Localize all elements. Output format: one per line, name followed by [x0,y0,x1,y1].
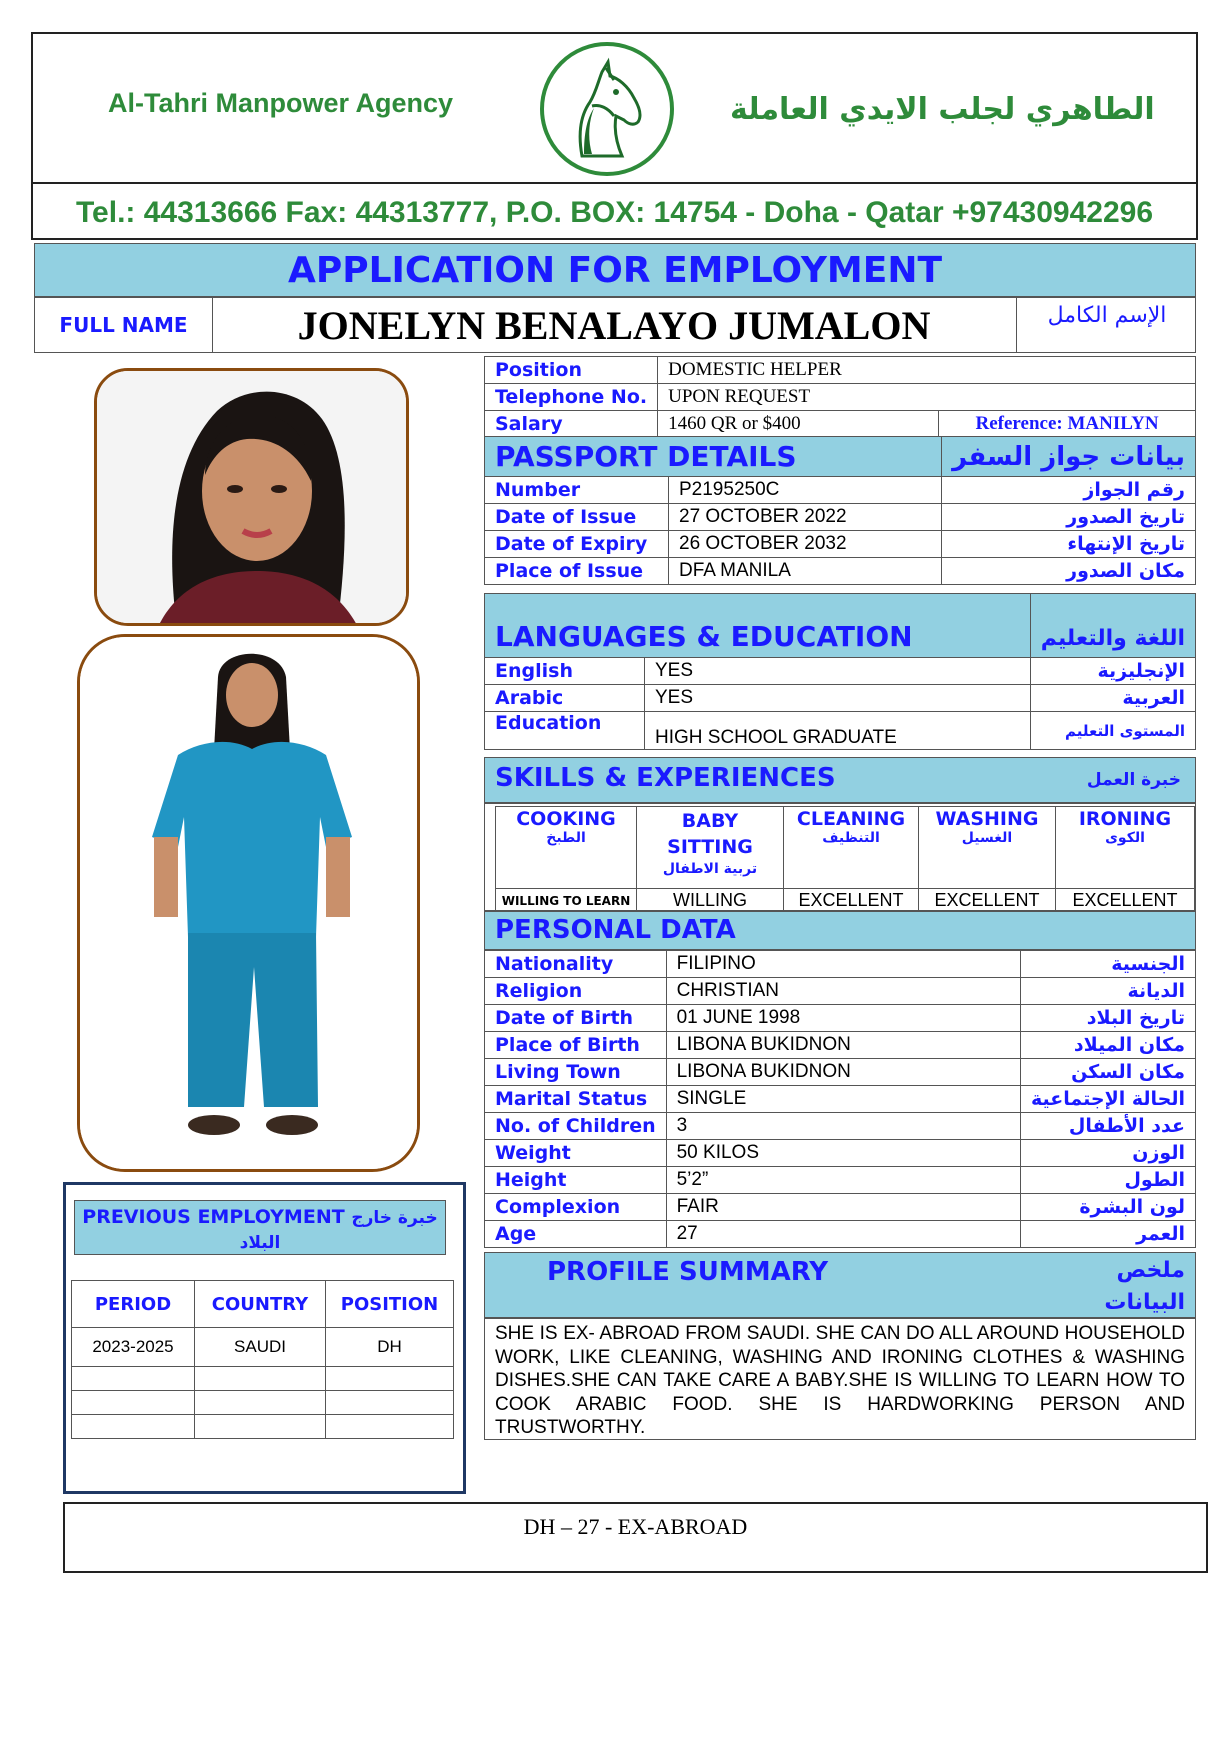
arabic-label-ar: العربية [1030,685,1195,712]
empty-cell [326,1367,454,1391]
profile-heading-ar: ملخص البيانات [1104,1258,1185,1315]
personal-label-ar: مكان السكن [1021,1059,1196,1086]
date-of-expiry-label-ar: تاريخ الإنتهاء [942,531,1196,558]
skills-table [495,806,1195,913]
personal-value: 01 JUNE 1998 [666,1005,1020,1032]
personal-label-ar: مكان الميلاد [1021,1032,1196,1059]
english-label-ar: الإنجليزية [1030,658,1195,685]
skill-washing-value: EXCELLENT [919,889,1056,913]
telephone-value: UPON REQUEST [658,384,1196,411]
previous-employment-heading: PREVIOUS EMPLOYMENT [82,1206,345,1228]
skills-box [484,803,1196,911]
prev-position: DH [326,1328,454,1367]
empty-cell [195,1415,326,1439]
personal-value: 3 [666,1113,1020,1140]
place-of-issue-label-ar: مكان الصدور [942,558,1196,585]
passport-heading: PASSPORT DETAILS [485,437,942,477]
reference: Reference: MANILYN [939,411,1196,438]
passport-heading-ar: بيانات جواز السفر [942,437,1196,477]
empty-cell [326,1415,454,1439]
personal-label-ar: الديانة [1021,978,1196,1005]
personal-heading: PERSONAL DATA [495,915,736,945]
position-value: DOMESTIC HELPER [658,357,1196,384]
languages-table [484,593,1196,750]
passport-number-label: Number [485,477,669,504]
full-name-label: FULL NAME [35,298,213,352]
education-label-ar: المستوى التعليم [1030,712,1195,750]
column-period: PERIOD [72,1281,195,1328]
passport-row [485,477,1196,504]
table-row [72,1328,454,1367]
arabic-value: YES [645,685,1031,712]
empty-cell [72,1367,195,1391]
personal-heading-bar [484,911,1196,950]
date-of-expiry-label: Date of Expiry [485,531,669,558]
full-name-value: JONELYN BENALAYO JUMALON [297,303,931,348]
date-of-expiry-value: 26 OCTOBER 2032 [669,531,942,558]
form-title: APPLICATION FOR EMPLOYMENT [34,243,1196,297]
skill-ironing-label: IRONING [1078,808,1172,830]
personal-value: FILIPINO [666,951,1020,978]
place-of-issue-label: Place of Issue [485,558,669,585]
empty-cell [326,1391,454,1415]
skill-washing [919,807,1056,889]
date-of-issue-label-ar: تاريخ الصدور [942,504,1196,531]
skill-ironing-label-ar: الكوى [1105,830,1145,846]
skill-baby-sitting-label-ar: تربية الاطفال [662,861,758,877]
personal-label: Marital Status [485,1086,667,1113]
empty-cell [72,1391,195,1415]
personal-label-ar: الطول [1021,1167,1196,1194]
skill-washing-label-ar: الغسيل [961,830,1013,846]
full-name-row [34,297,1196,353]
portrait-photo [94,368,409,626]
empty-cell [195,1391,326,1415]
table-row [485,1086,1196,1113]
date-of-issue-label: Date of Issue [485,504,669,531]
personal-label: Date of Birth [485,1005,667,1032]
column-country: COUNTRY [195,1281,326,1328]
table-row [485,1005,1196,1032]
profile-summary-text: SHE IS EX- ABROAD FROM SAUDI. SHE CAN DO ALL AROUND HOUSEHOLD WORK, LIKE CLEANING, WASHING AND IRONING CLOTHES & WASHING DISHES.SHE CAN TAKE CARE A BABY.SHE IS WILLING TO LEARN HOW TO COOK ARABIC FOOD. SHE IS HARDWORKING PERSON AND TRUSTWORTHY. [484,1318,1196,1440]
table-row [485,1221,1196,1248]
skills-heading-bar [484,757,1196,803]
prev-period: 2023-2025 [72,1328,195,1367]
passport-number-value: P2195250C [669,477,942,504]
personal-value: FAIR [666,1194,1020,1221]
table-row [485,1059,1196,1086]
table-row [485,1194,1196,1221]
table-row [72,1367,454,1391]
skills-heading: SKILLS & EXPERIENCES [495,763,836,793]
skill-cleaning [784,807,919,889]
footer-code: DH – 27 - EX-ABROAD [63,1502,1208,1573]
personal-value: CHRISTIAN [666,978,1020,1005]
skill-baby-sitting [637,807,784,889]
personal-label-ar: لون البشرة [1021,1194,1196,1221]
skill-cooking-value: WILLING TO LEARN [496,889,637,913]
skill-cleaning-label: CLEANING [796,808,906,830]
agency-name-en: Al-Tahri Manpower Agency [108,88,454,118]
prev-country: SAUDI [195,1328,326,1367]
contact-line: Tel.: 44313666 Fax: 44313777, P.O. BOX: 14754 - Doha - Qatar +97430942296 [75,196,1154,229]
skill-cooking-label: COOKING [516,808,616,830]
table-row [485,978,1196,1005]
personal-label-ar: الحالة الإجتماعية [1021,1086,1196,1113]
job-info-table [484,356,1196,438]
english-value: YES [645,658,1031,685]
table-row [72,1415,454,1439]
skill-cleaning-label-ar: التنظيف [822,830,880,846]
salary-label: Salary [485,411,658,438]
skill-ironing [1056,807,1195,889]
skill-washing-label: WASHING [935,808,1039,830]
personal-value: 50 KILOS [666,1140,1020,1167]
profile-heading-bar [484,1252,1196,1318]
education-label: Education [485,712,645,750]
passport-row [485,558,1196,585]
personal-label: Living Town [485,1059,667,1086]
languages-heading: LANGUAGES & EDUCATION [485,594,1031,658]
passport-row [485,531,1196,558]
personal-label: Nationality [485,951,667,978]
arabic-label: Arabic [485,685,645,712]
full-name-label-ar: الإسم الكامل [1016,298,1197,352]
table-row [72,1391,454,1415]
table-row [485,1032,1196,1059]
skill-cleaning-value: EXCELLENT [784,889,919,913]
languages-heading-ar: اللغة والتعليم [1030,594,1195,658]
personal-label: Height [485,1167,667,1194]
position-label: Position [485,357,658,384]
previous-employment-heading-ar: خبرة خارج البلاد [239,1208,438,1253]
passport-number-label-ar: رقم الجواز [942,477,1196,504]
passport-row [485,504,1196,531]
skill-cooking [496,807,637,889]
previous-employment-heading-box [74,1200,446,1255]
passport-table [484,436,1196,585]
personal-value: LIBONA BUKIDNON [666,1059,1020,1086]
horse-head-icon [540,42,674,176]
personal-value: 5’2” [666,1167,1020,1194]
table-row [485,1167,1196,1194]
education-value: HIGH SCHOOL GRADUATE [645,712,1031,750]
empty-cell [72,1415,195,1439]
full-body-photo [77,634,420,1172]
profile-heading: PROFILE SUMMARY [547,1257,829,1287]
personal-label: Weight [485,1140,667,1167]
table-row [485,951,1196,978]
skill-ironing-value: EXCELLENT [1056,889,1195,913]
personal-label-ar: الوزن [1021,1140,1196,1167]
personal-label-ar: تاريخ البلاد [1021,1005,1196,1032]
table-row [485,1113,1196,1140]
skills-heading-ar: خبرة العمل [1086,770,1181,790]
personal-value: 27 [666,1221,1020,1248]
personal-value: SINGLE [666,1086,1020,1113]
agency-name-ar: الطاهري لجلب الايدي العاملة [730,92,1155,127]
personal-label-ar: الجنسية [1021,951,1196,978]
personal-label: Complexion [485,1194,667,1221]
skill-baby-sitting-value: WILLING [637,889,784,913]
personal-value: LIBONA BUKIDNON [666,1032,1020,1059]
salary-value: 1460 QR or $400 [658,411,939,438]
skill-cooking-label-ar: الطبخ [546,830,586,846]
english-label: English [485,658,645,685]
previous-employment-table [71,1280,454,1439]
skill-baby-sitting-label: BABY SITTING [667,810,753,858]
personal-label: No. of Children [485,1113,667,1140]
telephone-label: Telephone No. [485,384,658,411]
personal-label: Age [485,1221,667,1248]
personal-label: Religion [485,978,667,1005]
personal-label: Place of Birth [485,1032,667,1059]
date-of-issue-value: 27 OCTOBER 2022 [669,504,942,531]
place-of-issue-value: DFA MANILA [669,558,942,585]
personal-label-ar: عدد الأطفال [1021,1113,1196,1140]
empty-cell [195,1367,326,1391]
personal-table [484,950,1196,1248]
column-position: POSITION [326,1281,454,1328]
table-row [485,1140,1196,1167]
personal-label-ar: العمر [1021,1221,1196,1248]
